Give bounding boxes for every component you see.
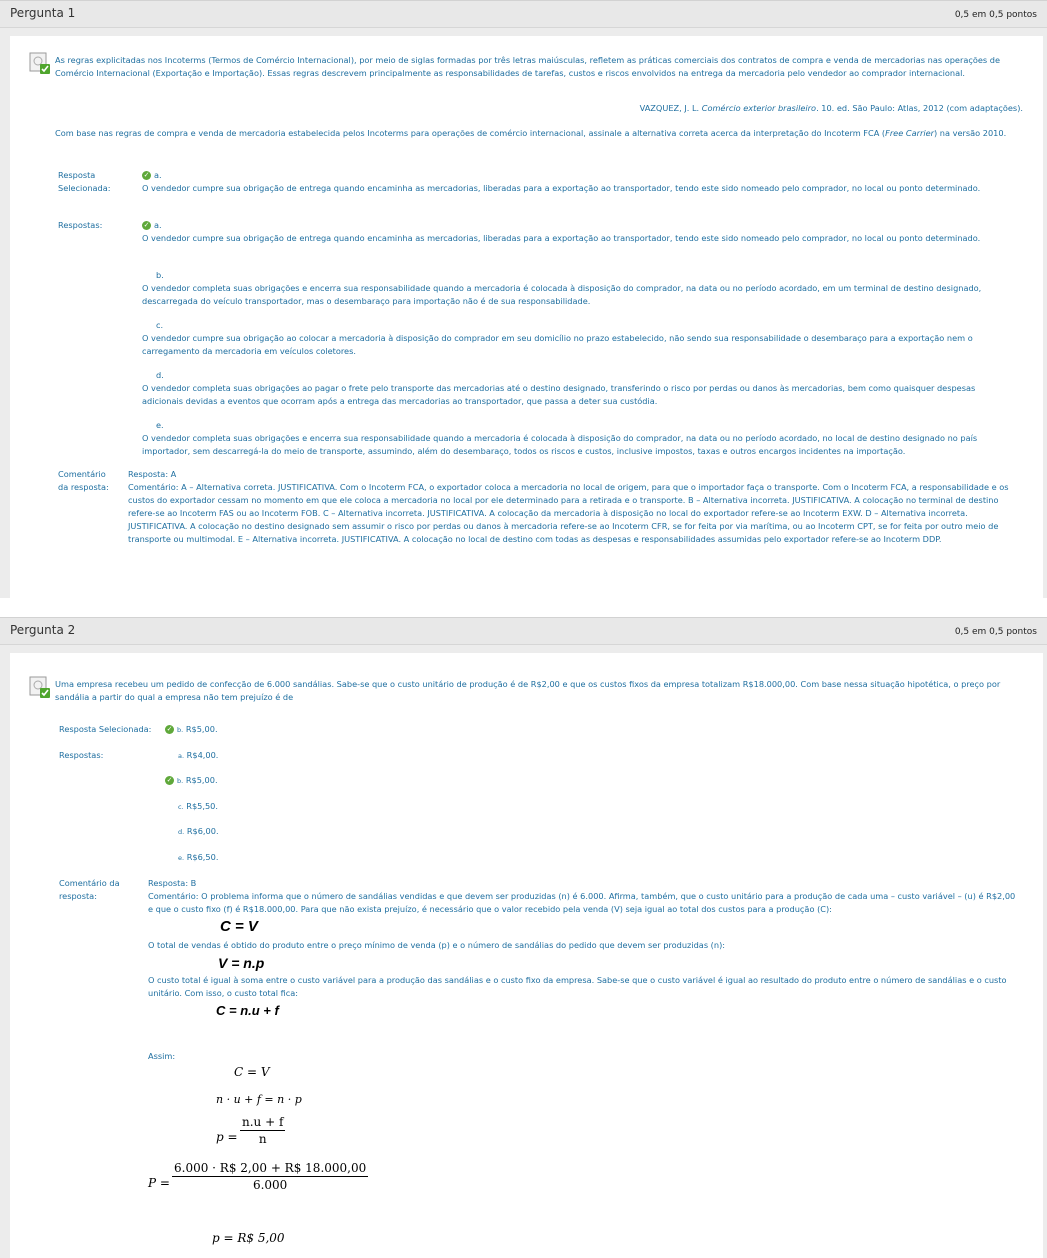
- comment-label: Comentário da resposta:: [58, 469, 109, 492]
- equation-c-equals-nu-plus-f: C = n.u + f: [216, 1003, 279, 1018]
- option-a-letter: ✓ a.: [143, 220, 162, 230]
- selected-answer-letter: ✓ a.: [143, 170, 162, 180]
- equation-P-lhs: P =: [148, 1176, 170, 1190]
- option-a: a. R$4,00.: [178, 750, 219, 760]
- question-1-points: 0,5 em 0,5 pontos: [954, 10, 1037, 20]
- question-1-statement: As regras explicitadas nos Incoterms (Termos de Comércio Internacional), por meio de siglas formadas por três letras maiúsculas, refletem as práticas comerciais dos contratos de compra e venda de mercadorias nas operações de Comércio Internacional (Exportação e Importação). Essas regras descrevem principalmente as responsabilidades de tarefas, custos e riscos envolvidos na entrega da mercadoria pelo vendedor ao comprador internacional.: [55, 55, 1000, 78]
- option-d-text: O vendedor completa suas obrigações ao pagar o frete pelo transporte das mercadorias até o destino designado, transferindo o risco por perdas ou danos às mercadorias, bem como quaisquer despesas adicionais devidas a eventos que ocorram após a entrega das mercadorias ao transportador, que passa a deter sua custódia.: [142, 383, 976, 406]
- option-e: e. R$6,50.: [178, 852, 219, 862]
- question-2-statement: Uma empresa recebeu um pedido de confecção de 6.000 sandálias. Sabe-se que o custo unitário de produção é de R$2,00 e que os custos fixos da empresa totalizam R$18.000,00. Com base nessa situação hipotética, o preço por sandália a partir do qual a empresa não tem prejuízo é de: [55, 679, 1001, 702]
- equation-result: p = R$ 5,00: [212, 1231, 285, 1245]
- question-2-body: [0, 645, 1047, 1258]
- question-1-header: [0, 0, 1047, 28]
- correct-answer-icon: [29, 52, 51, 76]
- option-c-text: O vendedor cumpre sua obrigação ao colocar a mercadoria à disposição do comprador em seu domicílio no prazo estabelecido, não sendo sua responsabilidade o desembaraço para a exportação nem o carregamento da mercadoria em veículos coletores.: [142, 333, 973, 356]
- question-1-prompt: Com base nas regras de compra e venda de mercadoria estabelecida pelos Incoterms para operações de comércio internacional, assinale a alternativa correta acerca da interpretação do Incoterm FCA (Free Carrier) na versão 2010.: [55, 128, 1007, 138]
- question-1-card: [10, 36, 1043, 598]
- check-icon: ✓: [143, 221, 150, 229]
- question-1-citation: VAZQUEZ, J. L. Comércio exterior brasileiro. 10. ed. São Paulo: Atlas, 2012 (com adaptações).: [639, 103, 1023, 113]
- selected-answer: ✓ b. R$5,00.: [166, 724, 218, 734]
- option-e-letter: e.: [156, 420, 164, 430]
- comment-answer: Resposta: A: [128, 469, 177, 479]
- option-c-letter: c.: [156, 320, 164, 330]
- comment-paragraph-2: O total de vendas é obtido do produto entre o preço mínimo de venda (p) e o número de sandálias do pedido que devem ser produzidas (n):: [148, 940, 726, 950]
- equation-P-fraction: $\frac{6.000 \cdot R\$ 2,00 + R\$ 18.000,00}{6.000}$: [174, 1161, 367, 1192]
- option-c: c. R$5,50.: [178, 801, 218, 811]
- question-2-points: 0,5 em 0,5 pontos: [954, 627, 1037, 637]
- comment-paragraph-3: O custo total é igual à soma entre o custo variável para a produção das sandálias e o custo fixo da empresa. Sabe-se que o custo variável é igual ao resultado do produto entre o número de sandálias e o custo unitário. Com isso, o custo total fica:: [148, 975, 1007, 998]
- comment-answer: Resposta: B: [148, 878, 197, 888]
- question-2-title: Pergunta 2: [10, 623, 76, 637]
- equation-c-equals-v-2: C = V: [234, 1065, 270, 1079]
- question-1-title: Pergunta 1: [10, 6, 76, 20]
- correct-answer-icon: [29, 676, 51, 700]
- option-d: d. R$6,00.: [178, 826, 219, 836]
- equation-p-lhs: p =: [216, 1130, 238, 1144]
- question-2-header: [0, 617, 1047, 645]
- comment-paragraph-1: Comentário: O problema informa que o número de sandálias vendidas e que devem ser produzidas (n) é 6.000. Afirma, também, que o custo unitário para a produção de cada uma – custo variável – (u) é R$2,00 e que o custo fixo (f) é R$18.000,00. Para que não exista prejuízo, é necessário que o valor recebido pela venda (V) seja igual ao total dos custos para a produção (C):: [148, 891, 1016, 914]
- selected-answer-label: Resposta Selecionada:: [58, 170, 111, 193]
- equation-nu-f-np: n · u + f = n · p: [216, 1093, 302, 1106]
- equation-p-fraction: $\frac{n.u + f}{n}$: [242, 1115, 284, 1146]
- assim-label: Assim:: [148, 1051, 176, 1061]
- answers-label: Respostas:: [58, 220, 103, 230]
- option-d-letter: d.: [156, 370, 164, 380]
- question-1-body: [0, 28, 1047, 598]
- check-icon: ✓: [143, 171, 150, 179]
- answers-label: Respostas:: [59, 750, 104, 760]
- selected-answer-label: Resposta Selecionada:: [59, 724, 152, 734]
- comment-text: Comentário: A – Alternativa correta. JUSTIFICATIVA. Com o Incoterm FCA, o exportador coloca a mercadoria no local de origem, para que o importador faça o transporte. Com o Incoterm FCA, a responsabilidade e os custos do exportador cessam no momento em que ele coloca a mercadoria no local por ele determinado para a retirada e o transporte. B – Alternativa incorreta. JUSTIFICATIVA. A colocação no terminal de destino refere-se ao Incoterm FAS ou ao Incoterm FOB. C – Alternativa incorreta. JUSTIFICATIVA. A colocação da mercadoria à disposição no local do exportador refere-se ao Incoterm EXW. D – Alternativa incorreta. JUSTIFICATIVA. A colocação no destino designado sem assumir o risco por perdas ou danos à mercadoria refere-se ao Incoterm CFR, se for feita por via marítima, ou ao Incoterm CPT, se for feita por outro meio de transporte ou multimodal. E – Alternativa incorreta. JUSTIFICATIVA. A colocação no local de destino com todas as despesas e responsabilidades assumidas pelo exportador refere-se ao Incoterm DDP.: [128, 482, 1009, 544]
- comment-label: Comentário da resposta:: [59, 878, 120, 901]
- check-icon: ✓: [166, 776, 173, 784]
- question-2-card: [10, 653, 1043, 1258]
- option-b: ✓ b. R$5,00.: [166, 775, 218, 785]
- equation-c-equals-v: C = V: [220, 918, 258, 935]
- option-e-text: O vendedor completa suas obrigações e encerra sua responsabilidade quando a mercadoria é colocada à disposição do comprador, na data ou no período acordado, no local de destino designado no país importador, sem descarregá-la do meio de transporte, assumindo, além do desembaraço, todos os riscos e custos, inclusive impostos, taxas e outros encargos incidentes na importação.: [142, 433, 978, 456]
- option-a-text: O vendedor cumpre sua obrigação de entrega quando encaminha as mercadorias, liberadas para a exportação ao transportador, tendo este sido nomeado pelo comprador, no local ou ponto determinado.: [142, 233, 981, 243]
- check-icon: ✓: [166, 725, 173, 733]
- selected-answer-text: O vendedor cumpre sua obrigação de entrega quando encaminha as mercadorias, liberadas para a exportação ao transportador, tendo este sido nomeado pelo comprador, no local ou ponto determinado.: [142, 183, 981, 193]
- option-b-letter: b.: [156, 270, 164, 280]
- option-b-text: O vendedor completa suas obrigações e encerra sua responsabilidade quando a mercadoria é colocada à disposição do comprador, na data ou no período acordado, em um terminal de destino designado, descarregada do veículo transportador, mas o desembaraço para importação não é de sua responsabilidade.: [142, 283, 982, 306]
- equation-v-equals-np: V = n.p: [218, 955, 265, 971]
